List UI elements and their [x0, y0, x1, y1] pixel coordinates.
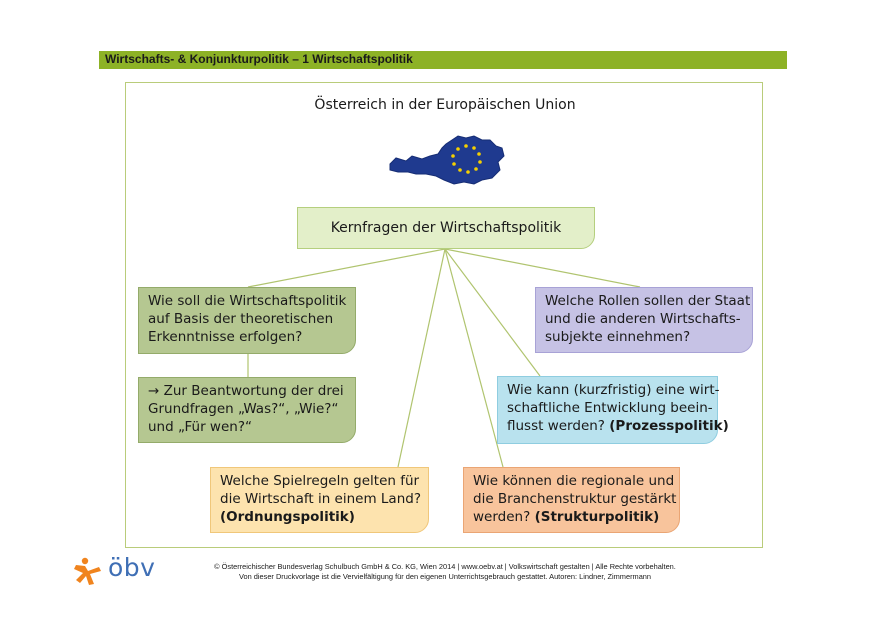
order-line: Welche Spielregeln gelten für: [220, 473, 420, 489]
theory-line: auf Basis der theoretischen: [148, 311, 334, 327]
basic-questions-box: [138, 377, 356, 443]
core-questions-label: Kernfragen der Wirtschaftspolitik: [330, 220, 562, 236]
obv-star-logo-icon: [74, 557, 104, 585]
roles-line: und die anderen Wirtschafts-: [545, 311, 741, 327]
process-line: Wie kann (kurzfristig) eine wirt-: [507, 382, 720, 398]
roles-line: Welche Rollen sollen der Staat: [545, 293, 751, 309]
theory-question-box: [138, 287, 356, 354]
process-policy-term: (Prozesspolitik): [609, 418, 729, 434]
structure-policy-term: (Strukturpolitik): [534, 509, 660, 525]
structure-policy-box: [463, 467, 680, 533]
structure-line: die Branchenstruktur gestärkt: [473, 491, 677, 507]
footer-copyright: [200, 562, 690, 582]
roles-line: subjekte einnehmen?: [545, 329, 691, 345]
theory-line: Erkenntnisse erfolgen?: [148, 329, 303, 345]
core-questions-box: [297, 207, 595, 249]
basic-questions-line: → Zur Beantwortung der drei: [148, 383, 344, 399]
footer-line-2: Von dieser Druckvorlage ist die Vervielfältigung für den eigenen Unterrichtsgebrauch gestattet. Autoren: Lindner, Zimmermann: [238, 572, 652, 581]
process-line: schaftliche Entwicklung beein-: [507, 400, 713, 416]
basic-questions-line: und „Für wen?“: [148, 419, 252, 435]
structure-line: Wie können die regionale und: [473, 473, 675, 489]
order-policy-box: [210, 467, 429, 533]
header-title: Wirtschafts- & Konjunkturpolitik – 1 Wirtschaftspolitik: [105, 52, 413, 66]
basic-questions-line: Grundfragen „Was?“, „Wie?“: [148, 401, 339, 417]
process-policy-box: [497, 376, 729, 444]
roles-question-box: [535, 287, 753, 353]
diagram-title: Österreich in der Europäischen Union: [314, 97, 576, 113]
process-line: flusst werden?: [507, 418, 605, 434]
obv-logo-text: öbv: [108, 553, 156, 582]
order-policy-term: (Ordnungspolitik): [220, 509, 355, 525]
structure-line: werden?: [473, 509, 531, 525]
theory-line: Wie soll die Wirtschaftspolitik: [148, 293, 347, 309]
footer-line-1: © Österreichischer Bundesverlag Schulbuch GmbH & Co. KG, Wien 2014 | www.oebv.at | Volkswirtschaft gestalten | Alle Rechte vorbehalten.: [214, 562, 676, 571]
order-line: die Wirtschaft in einem Land?: [220, 491, 421, 507]
